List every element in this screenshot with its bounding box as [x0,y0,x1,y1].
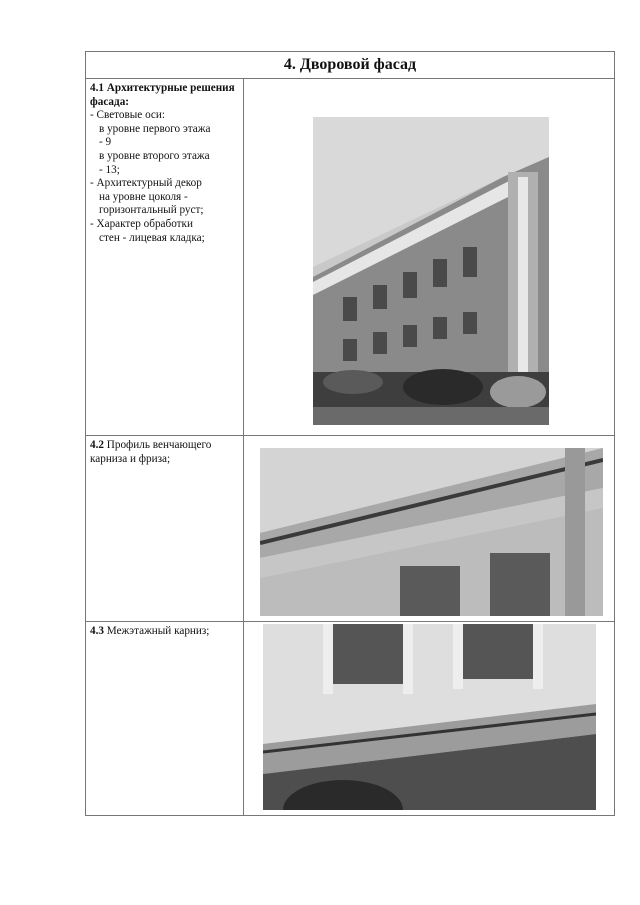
photo-cell [244,622,614,815]
desc-line: в уровне первого этажа [99,122,211,135]
row-text: Межэтажный карниз; [106,625,210,637]
desc-line: - 13; [99,163,120,176]
row-heading [90,82,239,109]
row-number: 4.1 [90,82,104,94]
row-description [86,436,244,621]
desc-line: горизонтальный руст; [99,204,204,217]
photo-cell [244,79,614,435]
desc-line: в уровне второго этажа [99,149,210,162]
desc-line: стен - лицевая кладка; [99,231,205,244]
desc-line: - 9 [99,136,112,149]
row-description [86,622,244,815]
photo-cell [244,436,614,621]
row-heading-text: Архитектурные решения фасада: [90,82,235,108]
desc-line: на уровне цоколя - [99,190,188,203]
desc-line: - Архитектурный декор [90,177,202,190]
table-row [86,436,614,622]
table-row [86,79,614,436]
row-description [86,79,244,435]
facade-photo [313,117,549,425]
row-number: 4.3 [90,625,104,637]
interfloor-cornice-photo [263,624,596,810]
section-title: 4. Дворовой фасад [86,52,614,79]
cornice-photo [260,448,603,616]
desc-line: - Характер обработки [90,217,193,230]
table-row [86,622,614,815]
row-text: Профиль венчающего [106,439,212,451]
facade-table [85,51,615,816]
desc-line: - Световые оси: [90,109,165,122]
row-text: карниза и фриза; [90,452,171,465]
row-number: 4.2 [90,439,104,451]
